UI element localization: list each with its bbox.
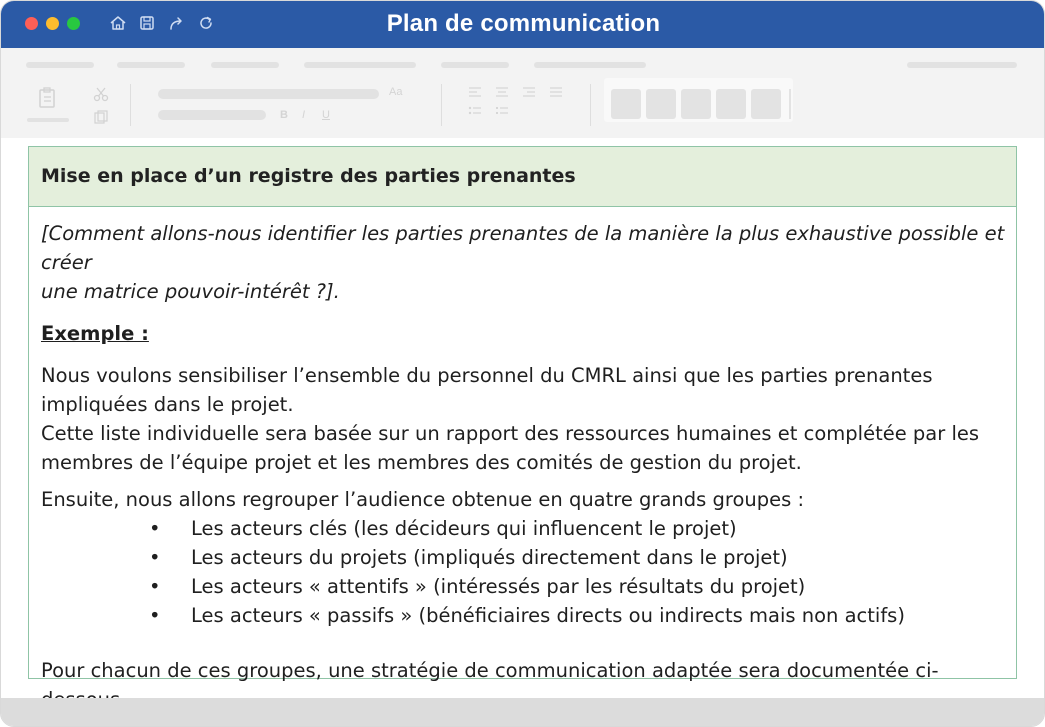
example-heading: Exemple : <box>41 322 149 345</box>
groups-bullet-list <box>149 514 1006 630</box>
ribbon-toolbar <box>1 48 1045 138</box>
paragraph-groups-intro: Ensuite, nous allons regrouper l’audience obtenue en quatre grands groupes : <box>41 488 805 511</box>
section-title: Mise en place d’un registre des parties prenantes <box>41 165 576 187</box>
intro-line: une matrice pouvoir-intérêt ?]. <box>41 280 340 303</box>
document-page <box>1 138 1045 698</box>
style-swatch[interactable] <box>716 89 746 119</box>
window-title: Plan de communication <box>386 10 661 37</box>
table-body-cell <box>41 219 1006 714</box>
list-item-text: Les acteurs « passifs » (bénéficiaires directs ou indirects mais non actifs) <box>191 604 905 627</box>
font-family-select[interactable] <box>158 89 379 99</box>
paragraph-line: Nous voulons sensibiliser l’ensemble du personnel du CMRL ainsi que les parties prenantes <box>41 364 933 387</box>
style-swatch[interactable] <box>611 89 641 119</box>
ribbon-tab-placeholder[interactable] <box>117 62 185 68</box>
intro-question <box>41 219 1006 306</box>
intro-line: [Comment allons-nous identifier les parties prenantes de la manière la plus exhaustive possible et créer <box>41 222 1005 274</box>
list-item-text: Les acteurs du projets (impliqués directement dans le projet) <box>191 546 788 569</box>
title-bar <box>1 1 1045 48</box>
paragraph-line: impliquées dans le projet. <box>41 393 294 416</box>
ribbon-tab-placeholder[interactable] <box>534 62 646 68</box>
ribbon-tab-placeholder[interactable] <box>211 62 279 68</box>
paragraph-line: Cette liste individuelle sera basée sur un rapport des ressources humaines et complétée par les <box>41 422 980 445</box>
bullet-glyph: • <box>149 546 161 569</box>
bullet-glyph: • <box>149 575 161 598</box>
ribbon-separator <box>441 84 442 126</box>
bullet-glyph: • <box>149 517 161 540</box>
ribbon-tab-placeholder[interactable] <box>26 62 94 68</box>
style-swatch[interactable] <box>751 89 781 119</box>
ribbon-separator <box>590 84 591 126</box>
list-item-text: Les acteurs « attentifs » (intéressés par les résultats du projet) <box>191 575 806 598</box>
table-header-cell <box>29 147 1016 207</box>
align-left-icon[interactable] <box>468 86 482 98</box>
list-item-text: Les acteurs clés (les décideurs qui influencent le projet) <box>191 517 737 540</box>
list-item <box>149 514 1006 543</box>
paragraph-line: membres de l’équipe projet et les membres des comités de gestion du projet. <box>41 451 802 474</box>
style-swatch[interactable] <box>681 89 711 119</box>
ribbon-separator <box>130 84 131 126</box>
align-right-icon[interactable] <box>522 86 536 98</box>
status-bar <box>1 698 1045 727</box>
bold-button[interactable]: B <box>280 109 288 121</box>
ribbon-tab-placeholder[interactable] <box>907 62 1017 68</box>
bullet-glyph: • <box>149 604 161 627</box>
ribbon-tab-placeholder[interactable] <box>304 62 416 68</box>
copy-icon[interactable] <box>94 110 108 124</box>
numbered-list-icon[interactable] <box>495 105 509 117</box>
ribbon-tab-placeholder[interactable] <box>441 62 509 68</box>
list-item <box>149 543 1006 572</box>
paste-icon[interactable] <box>37 86 59 110</box>
cut-icon[interactable] <box>93 86 109 102</box>
list-item <box>149 572 1006 601</box>
font-size-glyph[interactable]: Aa <box>389 86 403 98</box>
gallery-scroll-edge <box>789 89 791 119</box>
bullet-list-icon[interactable] <box>468 105 482 117</box>
paste-label-placeholder <box>27 118 69 122</box>
list-item <box>149 601 1006 630</box>
align-center-icon[interactable] <box>495 86 509 98</box>
italic-button[interactable]: I <box>302 109 306 121</box>
justify-icon[interactable] <box>549 86 563 98</box>
font-size-select[interactable] <box>158 110 266 120</box>
content-table <box>28 146 1017 682</box>
underline-button[interactable]: U <box>322 109 330 121</box>
paragraph-sensibilisation <box>41 361 1006 477</box>
paragraph-conclusion: Pour chacun de ces groupes, une stratégie de communication adaptée sera documentée ci- <box>41 659 939 682</box>
style-swatch[interactable] <box>646 89 676 119</box>
